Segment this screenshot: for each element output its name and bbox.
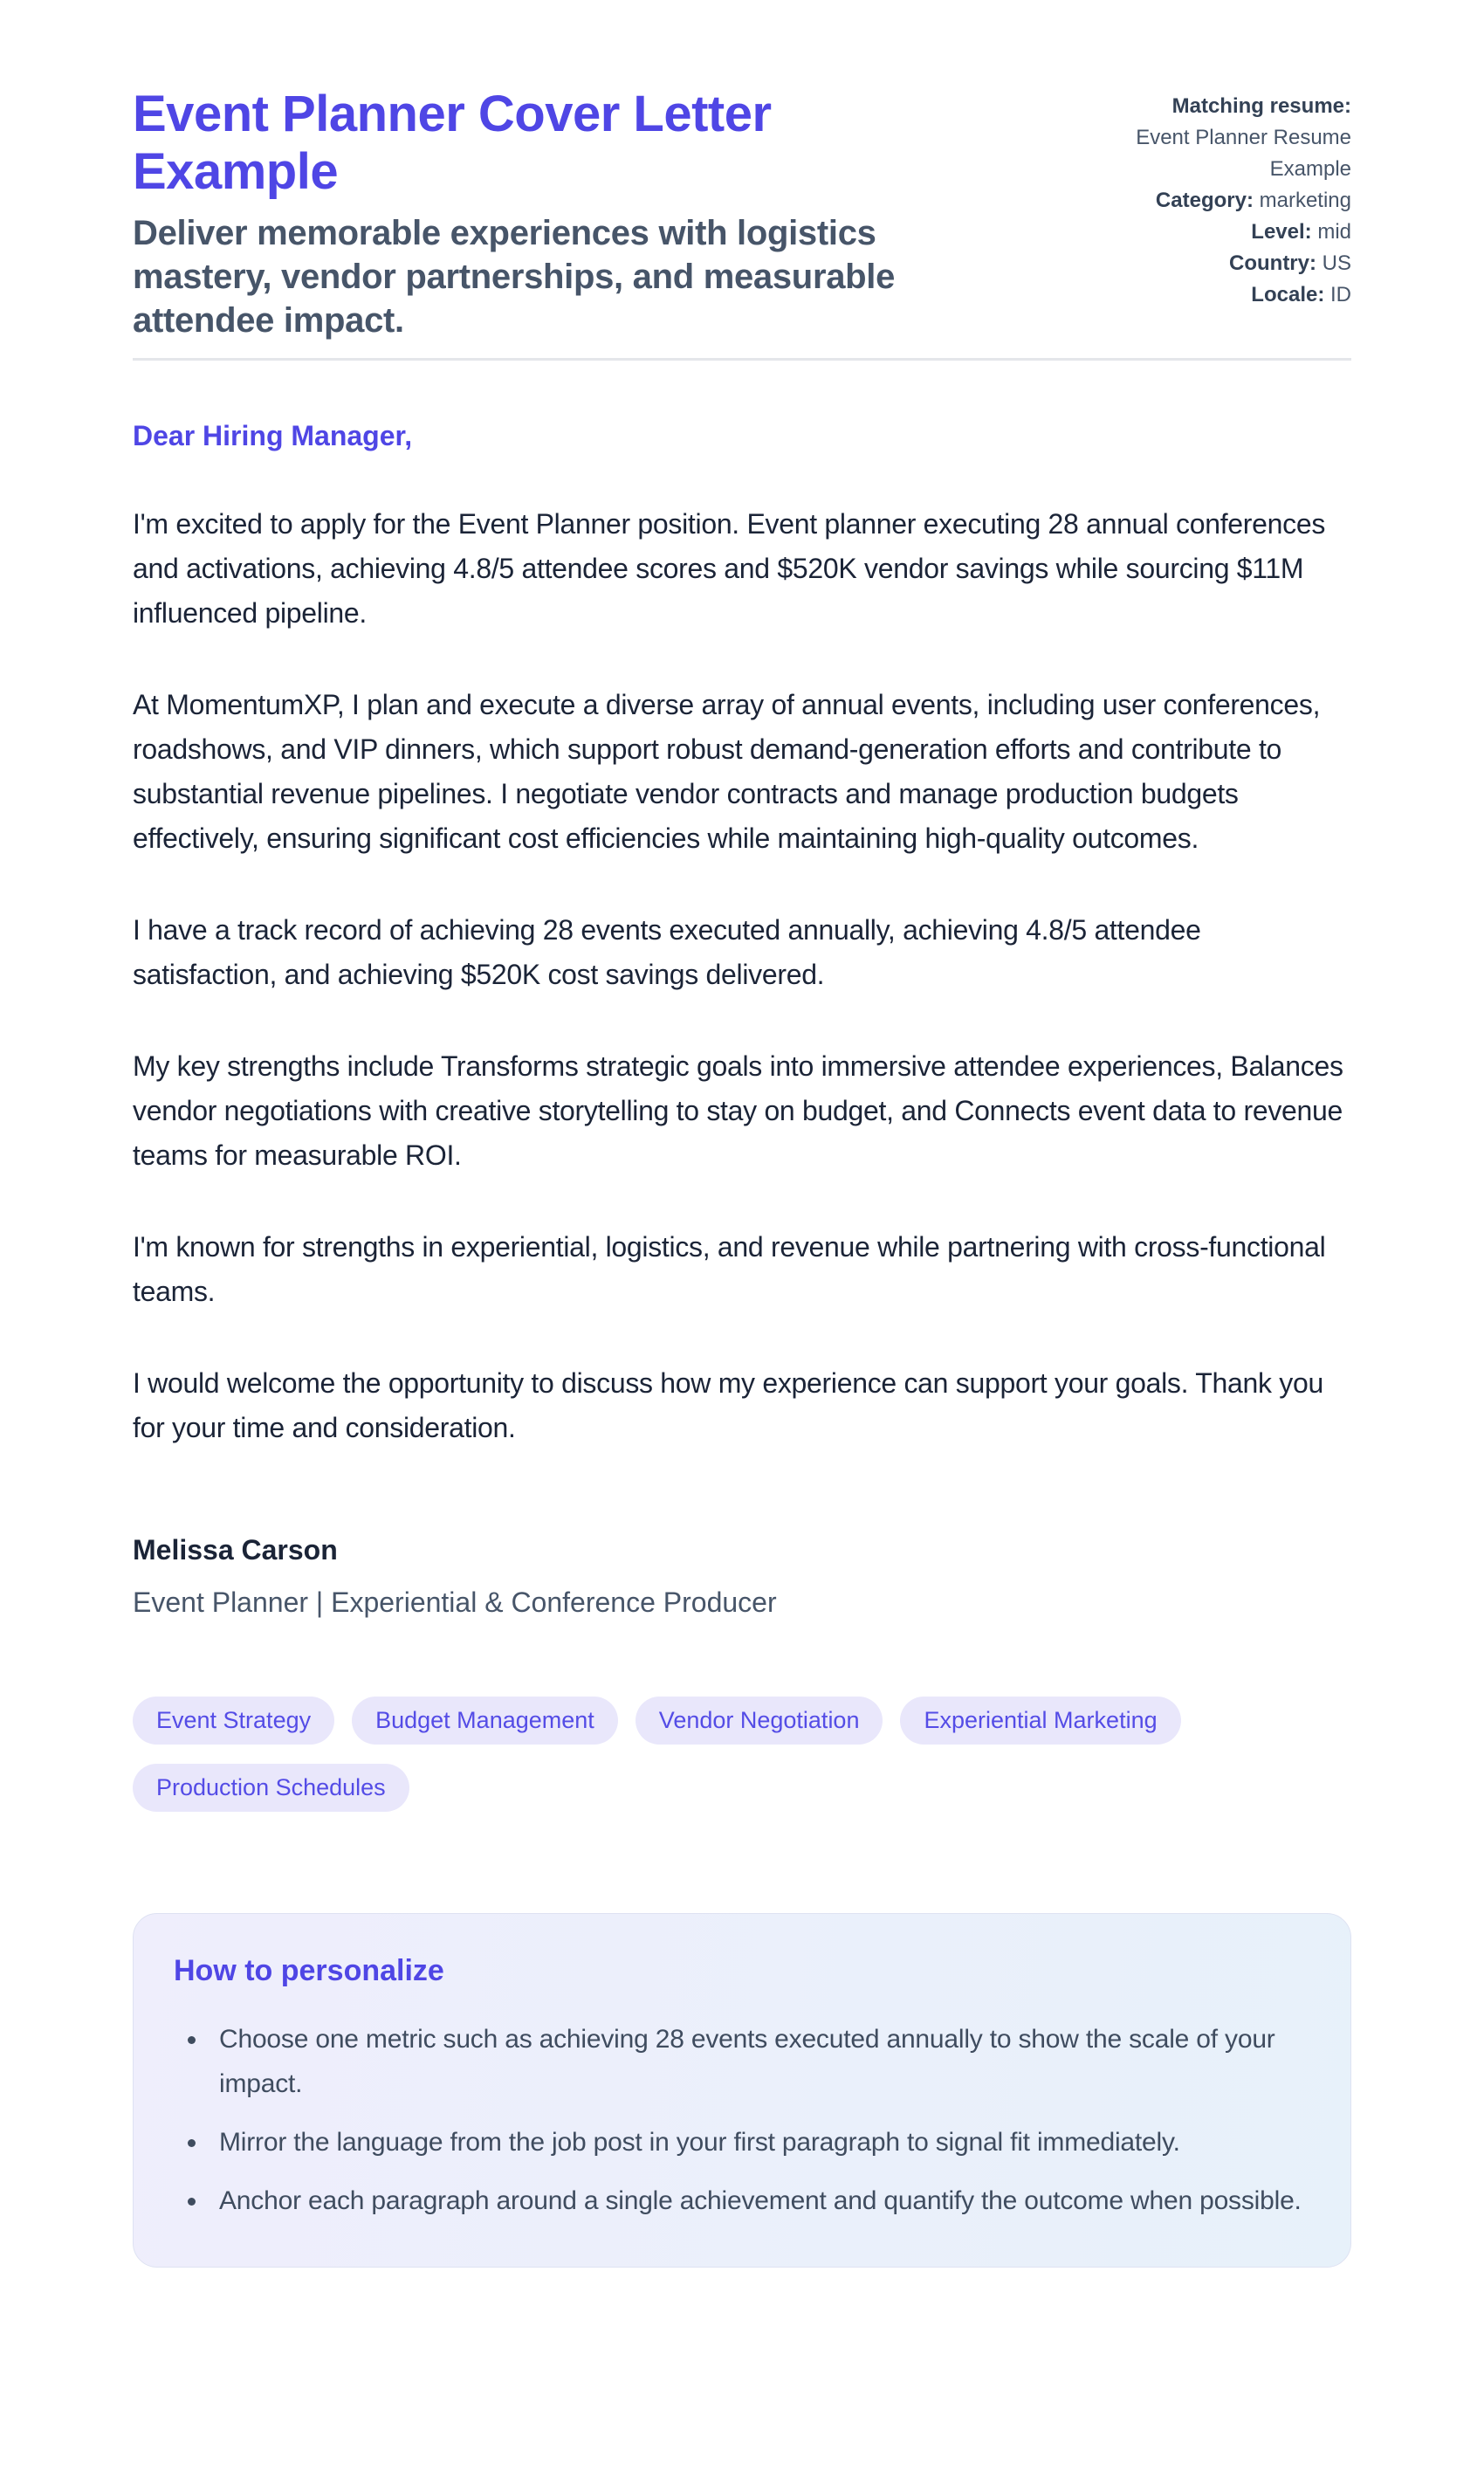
tip-item-3: • Anchor each paragraph around a single achievement and quantify the outcome when possible. — [209, 2178, 1310, 2223]
meta-category-value: marketing — [1259, 189, 1351, 212]
skill-tag-experiential-marketing: Experiential Marketing — [900, 1697, 1180, 1745]
meta-category — [1114, 185, 1351, 217]
meta-level-value: mid — [1317, 220, 1351, 244]
header-divider — [133, 358, 1351, 361]
skill-tag-vendor-negotiation: Vendor Negotiation — [636, 1697, 883, 1745]
letter-paragraph-2: At MomentumXP, I plan and execute a diverse array of annual events, including user conferences, roadshows, and VIP dinners, which support robust demand-generation efforts and contribute to substantial revenue pipelines. I negotiate vendor contracts and manage production budgets effectively, ensuring significant cost efficiencies while maintaining high-quality outcomes. — [133, 689, 1321, 854]
meta-category-label: Category: — [1155, 189, 1254, 212]
article-container — [133, 0, 1351, 2268]
letter-paragraph-4: My key strengths include Transforms strategic goals into immersive attendee experiences, Balances vendor negotiations with creative storytelling to stay on budget, and Connects event data to revenue teams for measurable ROI. — [133, 1050, 1343, 1171]
meta-country — [1114, 248, 1351, 279]
resume-meta-panel — [1114, 86, 1351, 342]
tips-list — [174, 2017, 1310, 2223]
tip-item-1: • Choose one metric such as achieving 28 events executed annually to show the scale of your impact. — [209, 2017, 1310, 2106]
skill-tag-budget-management: Budget Management — [352, 1697, 618, 1745]
tip-item-2: • Mirror the language from the job post in your first paragraph to signal fit immediately. — [209, 2120, 1310, 2165]
meta-matching-resume-value: Event Planner Resume Example — [1136, 126, 1351, 181]
meta-level — [1114, 217, 1351, 248]
skill-tag-list — [133, 1697, 1351, 1812]
signature-role: Event Planner | Experiential & Conference Producer — [133, 1587, 777, 1618]
cover-letter-body — [133, 416, 1351, 1621]
meta-locale-value: ID — [1330, 283, 1351, 306]
meta-country-value: US — [1322, 251, 1351, 275]
meta-locale — [1114, 279, 1351, 311]
signature-name: Melissa Carson — [133, 1534, 338, 1566]
tips-heading: How to personalize — [174, 1954, 444, 1987]
page-subtitle: Deliver memorable experiences with logistics mastery, vendor partnerships, and measurable attendee impact. — [133, 214, 896, 340]
meta-locale-label: Locale: — [1251, 283, 1325, 306]
letter-paragraph-3: I have a track record of achieving 28 events executed annually, achieving 4.8/5 attendee satisfaction, and achieving $520K cost savings delivered. — [133, 914, 1201, 990]
meta-matching-resume-label: Matching resume: — [1171, 94, 1351, 118]
skill-tag-event-strategy: Event Strategy — [133, 1697, 334, 1745]
personalize-tips-card — [133, 1913, 1351, 2268]
skill-tag-production-schedules: Production Schedules — [133, 1764, 409, 1812]
letter-paragraph-6: I would welcome the opportunity to discuss how my experience can support your goals. Thank you for your time and consideration. — [133, 1367, 1323, 1443]
meta-country-label: Country: — [1229, 251, 1316, 275]
letter-paragraph-5: I'm known for strengths in experiential, logistics, and revenue while partnering with cross-functional teams. — [133, 1231, 1326, 1307]
greeting: Dear Hiring Manager, — [133, 420, 413, 451]
article-header — [133, 86, 1351, 342]
header-title-block — [133, 86, 1006, 342]
meta-matching-resume — [1114, 91, 1351, 185]
meta-level-label: Level: — [1251, 220, 1312, 244]
letter-paragraph-1: I'm excited to apply for the Event Planner position. Event planner executing 28 annual conferences and activations, achieving 4.8/5 attendee scores and $520K vendor savings while sourcing $11M influenced pipeline. — [133, 508, 1326, 629]
page-title: Event Planner Cover Letter Example — [133, 86, 772, 200]
